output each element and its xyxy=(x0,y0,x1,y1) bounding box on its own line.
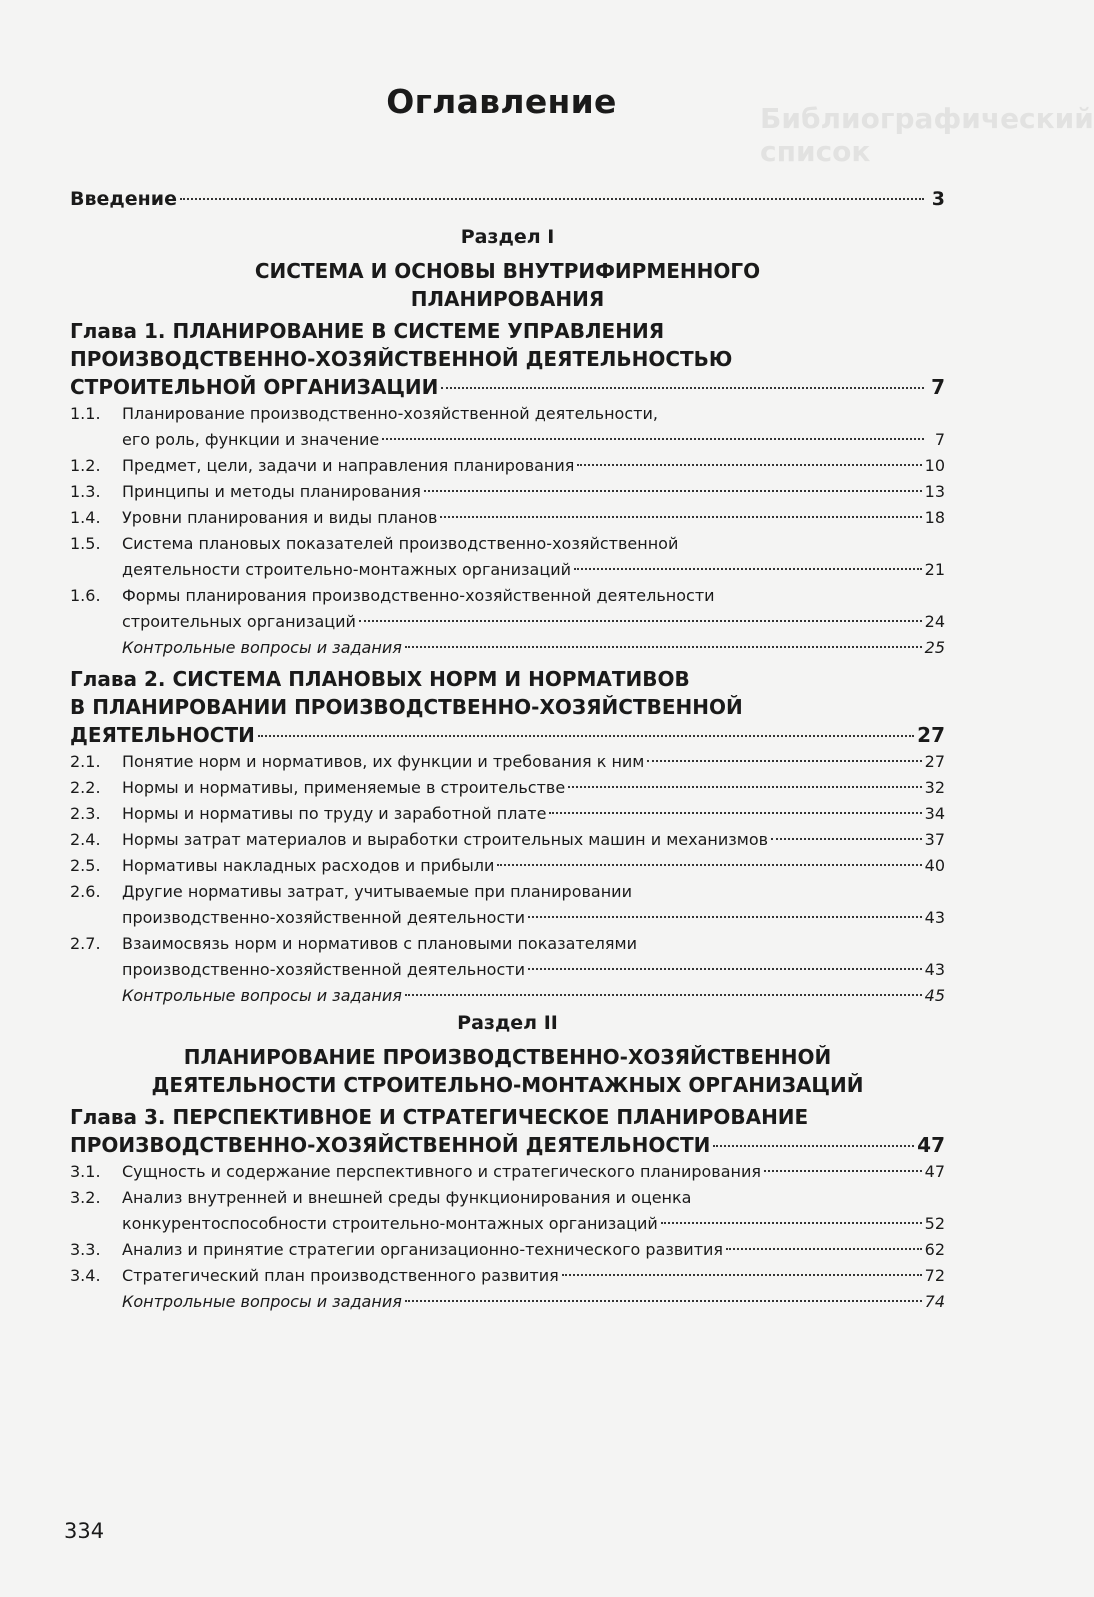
chapter-title-last-line xyxy=(70,373,945,401)
subsection-body xyxy=(122,775,945,801)
leader-dots xyxy=(574,568,922,570)
chapter-page: 7 xyxy=(931,375,945,399)
toc-intro-page: 3 xyxy=(931,188,945,210)
leader-dots xyxy=(549,812,921,814)
subsection-title-last-line xyxy=(122,775,945,801)
toc-subsection-entry[interactable] xyxy=(70,853,945,879)
leader-dots xyxy=(771,838,922,840)
subsection-number xyxy=(70,983,122,1009)
toc-subsection-entry[interactable] xyxy=(70,1237,945,1263)
subsection-title-last-line xyxy=(122,635,945,661)
chapter-title-last-line xyxy=(70,1131,945,1159)
subsection-number: 3.2. xyxy=(70,1188,101,1207)
toc-subsection-entry[interactable] xyxy=(70,801,945,827)
subsection-body xyxy=(122,453,945,479)
subsection-number: 1.2. xyxy=(70,456,101,475)
subsection-number xyxy=(70,635,122,661)
subsection-title-last-line xyxy=(122,1289,945,1315)
subsection-title-line: производственно-хозяйственной деятельности xyxy=(122,908,525,927)
subsection-page: 43 xyxy=(924,908,945,927)
chapter-title-line: Глава 1. ПЛАНИРОВАНИЕ В СИСТЕМЕ УПРАВЛЕНИЯ xyxy=(70,319,665,343)
section-title-line: ПЛАНИРОВАНИЯ xyxy=(410,287,605,311)
section-label: Раздел II xyxy=(457,1012,558,1034)
subsection-body xyxy=(122,827,945,853)
leader-dots xyxy=(528,968,922,970)
subsection-title-last-line xyxy=(122,427,945,453)
subsection-body xyxy=(122,479,945,505)
toc-chapter-entry[interactable] xyxy=(70,1103,945,1159)
toc-subsection-entry[interactable] xyxy=(70,1185,945,1237)
toc-review-questions[interactable] xyxy=(70,635,945,661)
subsection-page: 45 xyxy=(924,986,945,1005)
subsection-title-line: Другие нормативы затрат, учитываемые при планировании xyxy=(122,882,632,901)
leader-dots xyxy=(405,994,922,996)
subsection-number: 2.5. xyxy=(70,856,101,875)
subsection-number: 2.7. xyxy=(70,934,101,953)
leader-dots xyxy=(359,620,922,622)
subsection-title-last-line xyxy=(122,479,945,505)
subsection-body xyxy=(122,749,945,775)
toc-subsection-entry[interactable] xyxy=(70,453,945,479)
subsection-page: 47 xyxy=(924,1162,945,1181)
subsection-page: 13 xyxy=(924,482,945,501)
toc-section xyxy=(70,1009,945,1099)
subsection-number: 1.4. xyxy=(70,508,101,527)
toc-sections xyxy=(70,223,945,1315)
subsection-body xyxy=(122,583,945,635)
section-label: Раздел I xyxy=(460,226,555,248)
subsection-title-line: Нормы и нормативы, применяемые в строительстве xyxy=(122,778,566,797)
toc-subsection-entry[interactable] xyxy=(70,531,945,583)
subsection-page: 72 xyxy=(924,1266,945,1285)
subsection-title-line: Стратегический план производственного развития xyxy=(122,1266,559,1285)
bleed-through-text: Библиографический список xyxy=(760,102,1094,168)
subsection-body xyxy=(122,635,945,661)
subsection-body xyxy=(122,983,945,1009)
subsection-title-line: Сущность и содержание перспективного и стратегического планирования xyxy=(122,1162,762,1181)
section-title-line: ДЕЯТЕЛЬНОСТИ СТРОИТЕЛЬНО-МОНТАЖНЫХ ОРГАНИЗАЦИЙ xyxy=(151,1073,864,1097)
toc-subsection-entry[interactable] xyxy=(70,827,945,853)
subsection-title-last-line xyxy=(122,957,945,983)
subsection-body xyxy=(122,879,945,931)
table-of-contents xyxy=(70,186,945,1315)
leader-dots xyxy=(661,1222,922,1224)
toc-intro-label: Введение xyxy=(70,188,177,210)
subsection-page: 37 xyxy=(924,830,945,849)
subsection-title-line: Предмет, цели, задачи и направления планирования xyxy=(122,456,575,475)
subsection-title-line: Взаимосвязь норм и нормативов с плановыми показателями xyxy=(122,934,637,953)
subsection-title-last-line xyxy=(122,905,945,931)
leader-dots xyxy=(405,646,922,648)
subsection-page: 21 xyxy=(924,560,945,579)
leader-dots xyxy=(424,490,922,492)
subsection-body xyxy=(122,505,945,531)
subsection-title-line: Контрольные вопросы и задания xyxy=(122,986,402,1005)
subsection-title-line: Нормы затрат материалов и выработки строительных машин и механизмов xyxy=(122,830,769,849)
toc-review-questions[interactable] xyxy=(70,1289,945,1315)
subsection-page: 74 xyxy=(924,1292,945,1311)
subsection-number: 1.1. xyxy=(70,404,101,423)
subsection-title-last-line xyxy=(122,453,945,479)
subsection-title-line: Контрольные вопросы и задания xyxy=(122,638,402,657)
page-title: Оглавление xyxy=(386,82,617,121)
toc-subsection-entry[interactable] xyxy=(70,505,945,531)
chapter-title-last-line xyxy=(70,721,945,749)
chapter-title-line: ПРОИЗВОДСТВЕННО-ХОЗЯЙСТВЕННОЙ ДЕЯТЕЛЬНОСТИ xyxy=(70,1133,711,1157)
leader-dots xyxy=(441,387,924,389)
chapter-title-line: В ПЛАНИРОВАНИИ ПРОИЗВОДСТВЕННО-ХОЗЯЙСТВЕННОЙ xyxy=(70,695,743,719)
leader-dots xyxy=(382,438,924,440)
subsection-body xyxy=(122,1289,945,1315)
subsection-title-last-line xyxy=(122,827,945,853)
leader-dots xyxy=(647,760,921,762)
toc-subsection-entry[interactable] xyxy=(70,479,945,505)
subsection-title-last-line xyxy=(122,609,945,635)
subsection-number: 3.3. xyxy=(70,1240,101,1259)
subsection-page: 18 xyxy=(924,508,945,527)
subsection-page: 43 xyxy=(924,960,945,979)
subsection-page: 32 xyxy=(924,778,945,797)
subsection-title-line: Формы планирования производственно-хозяйственной деятельности xyxy=(122,586,715,605)
leader-dots xyxy=(764,1170,922,1172)
subsection-title-line: деятельности строительно-монтажных организаций xyxy=(122,560,572,579)
subsection-number: 2.6. xyxy=(70,882,101,901)
leader-dots xyxy=(528,916,922,918)
subsection-title-last-line xyxy=(122,801,945,827)
subsection-title-line: Анализ внутренней и внешней среды функционирования и оценка xyxy=(122,1188,692,1207)
subsection-title-last-line xyxy=(122,983,945,1009)
subsection-page: 24 xyxy=(924,612,945,631)
subsection-page: 25 xyxy=(924,638,945,657)
toc-chapter-entry[interactable] xyxy=(70,665,945,749)
chapter-page: 47 xyxy=(917,1133,945,1157)
subsection-title-last-line xyxy=(122,853,945,879)
leader-dots xyxy=(713,1145,914,1147)
subsection-title-last-line xyxy=(122,1237,945,1263)
subsection-title-line: строительных организаций xyxy=(122,612,356,631)
subsection-title-line: Контрольные вопросы и задания xyxy=(122,1292,402,1311)
subsection-title-line: Анализ и принятие стратегии организационно-технического развития xyxy=(122,1240,724,1259)
subsection-title-line: конкурентоспособности строительно-монтажных организаций xyxy=(122,1214,658,1233)
leader-dots xyxy=(440,516,921,518)
subsection-number: 2.3. xyxy=(70,804,101,823)
chapter-title-line: Глава 2. СИСТЕМА ПЛАНОВЫХ НОРМ И НОРМАТИВОВ xyxy=(70,667,690,691)
toc-review-questions[interactable] xyxy=(70,983,945,1009)
subsection-page: 62 xyxy=(924,1240,945,1259)
subsection-title-line: Нормы и нормативы по труду и заработной плате xyxy=(122,804,547,823)
chapter-title-line: СТРОИТЕЛЬНОЙ ОРГАНИЗАЦИИ xyxy=(70,375,439,399)
subsection-title-line: Понятие норм и нормативов, их функции и требования к ним xyxy=(122,752,645,771)
page-number: 334 xyxy=(64,1519,105,1543)
subsection-title-last-line xyxy=(122,1211,945,1237)
toc-subsection-entry[interactable] xyxy=(70,583,945,635)
subsection-title-last-line xyxy=(122,1159,945,1185)
chapter-title-line: ДЕЯТЕЛЬНОСТИ xyxy=(70,723,255,747)
subsection-page: 34 xyxy=(924,804,945,823)
leader-dots xyxy=(258,735,914,737)
toc-subsection-entry[interactable] xyxy=(70,401,945,453)
section-title-line: ПЛАНИРОВАНИЕ ПРОИЗВОДСТВЕННО-ХОЗЯЙСТВЕННОЙ xyxy=(183,1045,832,1069)
subsection-number: 1.6. xyxy=(70,586,101,605)
subsection-page: 10 xyxy=(924,456,945,475)
leader-dots xyxy=(577,464,921,466)
subsection-body xyxy=(122,1237,945,1263)
leader-dots xyxy=(562,1274,922,1276)
toc-subsection-entry[interactable] xyxy=(70,749,945,775)
chapter-page: 27 xyxy=(917,723,945,747)
leader-dots xyxy=(497,864,921,866)
subsection-title-line: его роль, функции и значение xyxy=(122,430,380,449)
toc-section xyxy=(70,223,945,313)
leader-dots xyxy=(405,1300,922,1302)
leader-dots xyxy=(726,1248,922,1250)
subsection-body xyxy=(122,531,945,583)
subsection-page: 27 xyxy=(924,752,945,771)
subsection-title-last-line xyxy=(122,749,945,775)
subsection-body xyxy=(122,931,945,983)
subsection-page: 7 xyxy=(934,430,945,449)
toc-subsection-entry[interactable] xyxy=(70,931,945,983)
chapter-title-line: Глава 3. ПЕРСПЕКТИВНОЕ И СТРАТЕГИЧЕСКОЕ ПЛАНИРОВАНИЕ xyxy=(70,1105,809,1129)
subsection-title-line: Уровни планирования и виды планов xyxy=(122,508,438,527)
subsection-number: 1.3. xyxy=(70,482,101,501)
toc-subsection-entry[interactable] xyxy=(70,775,945,801)
subsection-body xyxy=(122,1263,945,1289)
subsection-title-line: производственно-хозяйственной деятельности xyxy=(122,960,525,979)
subsection-body xyxy=(122,1159,945,1185)
toc-intro-entry[interactable] xyxy=(70,186,945,213)
leader-dots xyxy=(180,198,924,200)
subsection-page: 40 xyxy=(924,856,945,875)
subsection-title-last-line xyxy=(122,1263,945,1289)
subsection-title-line: Система плановых показателей производственно-хозяйственной xyxy=(122,534,679,553)
toc-chapter-entry[interactable] xyxy=(70,317,945,401)
subsection-title-line: Нормативы накладных расходов и прибыли xyxy=(122,856,495,875)
subsection-title-last-line xyxy=(122,557,945,583)
toc-subsection-entry[interactable] xyxy=(70,1159,945,1185)
subsection-title-line: Принципы и методы планирования xyxy=(122,482,421,501)
subsection-body xyxy=(122,1185,945,1237)
subsection-page: 52 xyxy=(924,1214,945,1233)
subsection-title-last-line xyxy=(122,505,945,531)
toc-subsection-entry[interactable] xyxy=(70,1263,945,1289)
subsection-title-line: Планирование производственно-хозяйственной деятельности, xyxy=(122,404,658,423)
subsection-number: 2.1. xyxy=(70,752,101,771)
leader-dots xyxy=(568,786,921,788)
subsection-number: 2.2. xyxy=(70,778,101,797)
toc-subsection-entry[interactable] xyxy=(70,879,945,931)
subsection-number: 2.4. xyxy=(70,830,101,849)
subsection-number: 3.4. xyxy=(70,1266,101,1285)
section-title-line: СИСТЕМА И ОСНОВЫ ВНУТРИФИРМЕННОГО xyxy=(254,259,761,283)
subsection-number: 3.1. xyxy=(70,1162,101,1181)
subsection-body xyxy=(122,401,945,453)
chapter-title-line: ПРОИЗВОДСТВЕННО-ХОЗЯЙСТВЕННОЙ ДЕЯТЕЛЬНОСТЬЮ xyxy=(70,347,733,371)
subsection-body xyxy=(122,853,945,879)
subsection-body xyxy=(122,801,945,827)
subsection-number xyxy=(70,1289,122,1315)
subsection-number: 1.5. xyxy=(70,534,101,553)
